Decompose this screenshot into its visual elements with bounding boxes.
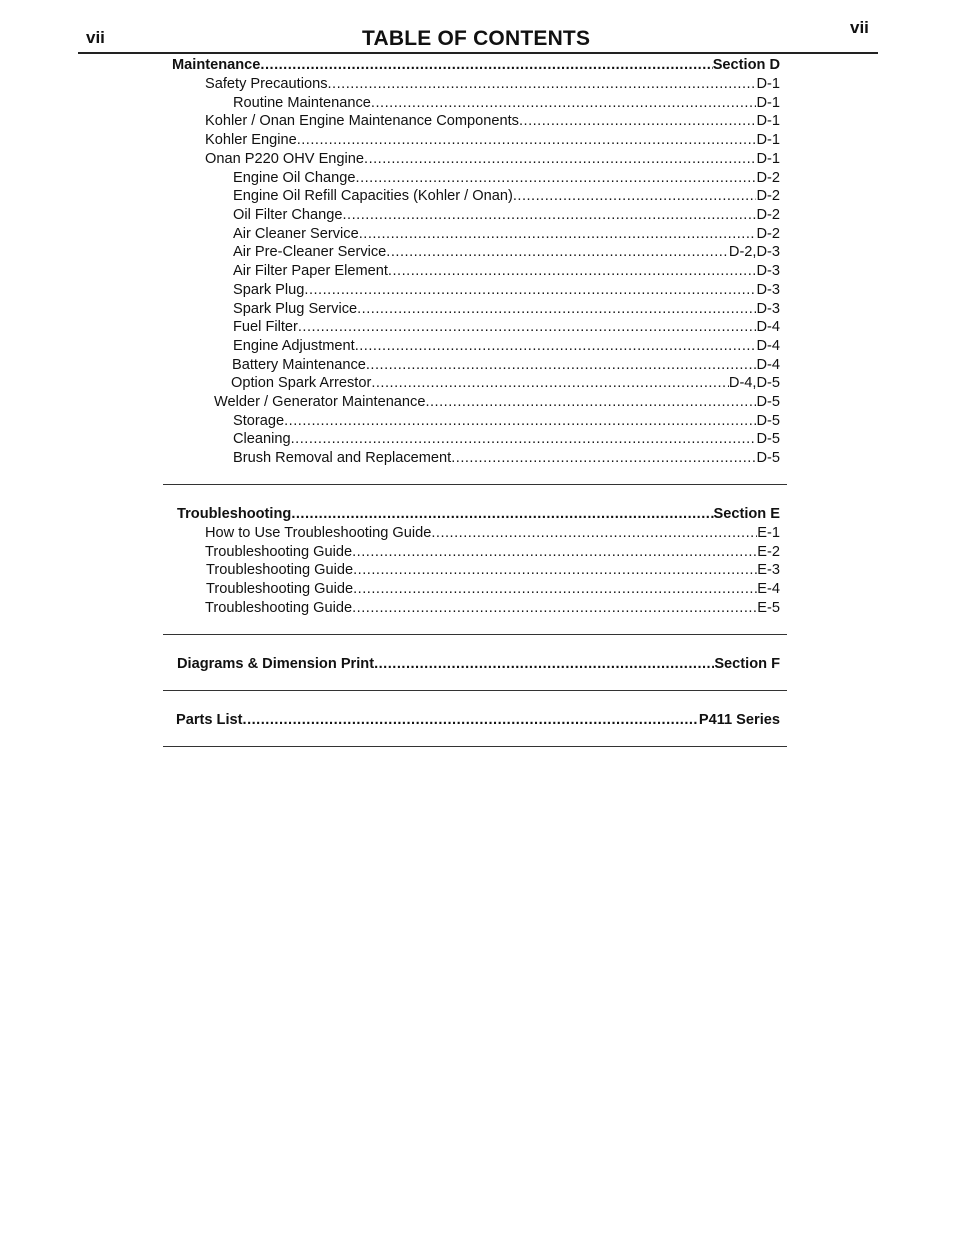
section-divider: [163, 746, 787, 747]
dot-leader: [366, 356, 757, 374]
dot-leader: [431, 524, 757, 542]
toc-entry-label: Option Spark Arrestor: [231, 375, 372, 391]
toc-section-heading[interactable]: [177, 505, 780, 523]
dot-leader: [304, 281, 756, 299]
dot-leader: [386, 243, 729, 261]
dot-leader: [353, 561, 757, 579]
section-divider: [163, 634, 787, 635]
toc-entry-label: Troubleshooting Guide: [206, 562, 354, 578]
dot-leader: [356, 169, 757, 187]
toc-entry-page: E-1: [757, 525, 780, 541]
toc-entry-page: P411 Series: [698, 712, 780, 728]
toc-entry[interactable]: [214, 393, 780, 411]
dot-leader: [359, 225, 757, 243]
toc-entry[interactable]: [205, 524, 780, 542]
toc-entry[interactable]: [231, 374, 780, 392]
dot-leader: [388, 262, 757, 280]
toc-entry-label: Welder / Generator Maintenance: [214, 394, 426, 410]
toc-entry-label: Oil Filter Change: [233, 207, 343, 223]
toc-entry[interactable]: [233, 300, 780, 318]
toc-entry[interactable]: [233, 449, 780, 467]
toc-entry-page: D-1: [756, 151, 780, 167]
toc-entry[interactable]: [205, 150, 780, 168]
toc-entry-page: E-3: [757, 562, 780, 578]
toc-entry-page: D-2: [756, 207, 780, 223]
dot-leader: [328, 75, 757, 93]
toc-entry[interactable]: [233, 187, 780, 205]
toc-entry[interactable]: [233, 430, 780, 448]
toc-entry-page: D-5: [756, 394, 780, 410]
toc-entry[interactable]: [233, 169, 780, 187]
dot-leader: [297, 131, 757, 149]
dot-leader: [364, 150, 756, 168]
toc-entry-page: E-2: [757, 544, 780, 560]
toc-entry[interactable]: [233, 281, 780, 299]
toc-entry-label: Routine Maintenance: [233, 95, 371, 111]
toc-entry-label: Engine Oil Change: [233, 170, 356, 186]
dot-leader: [451, 449, 756, 467]
toc-section-heading[interactable]: [176, 711, 780, 729]
toc-entry-label: Kohler / Onan Engine Maintenance Components: [205, 113, 519, 129]
toc-entry[interactable]: [233, 412, 780, 430]
toc-entry-page: D-4: [756, 357, 780, 373]
toc-entry-page: D-2: [756, 226, 780, 242]
toc-entry-page: D-5: [756, 431, 780, 447]
toc-entry-label: Kohler Engine: [205, 132, 297, 148]
toc-entry-page: D-3: [756, 263, 780, 279]
toc-entry[interactable]: [233, 318, 780, 336]
toc-entry-page: D-2: [756, 188, 780, 204]
section-divider: [163, 690, 787, 691]
toc-entry[interactable]: [206, 561, 780, 579]
toc-entry-label: Diagrams & Dimension Print: [177, 656, 375, 672]
toc-entry[interactable]: [233, 206, 780, 224]
dot-leader: [353, 580, 757, 598]
dot-leader: [343, 206, 757, 224]
toc-entry-label: Spark Plug: [233, 282, 305, 298]
toc-entry-label: Engine Adjustment: [233, 338, 355, 354]
dot-leader: [352, 599, 757, 617]
toc-entry-label: Storage: [233, 413, 285, 429]
toc-entry-label: Air Cleaner Service: [233, 226, 359, 242]
toc-entry-page: D-2: [756, 170, 780, 186]
page-number-right: vii: [850, 18, 869, 37]
toc-entry-page: Section F: [714, 656, 780, 672]
toc-entry-label: Troubleshooting Guide: [206, 581, 354, 597]
toc-entry-label: Fuel Filter: [233, 319, 298, 335]
toc-entry-label: Engine Oil Refill Capacities (Kohler / Onan): [233, 188, 513, 204]
dot-leader: [291, 505, 713, 523]
dot-leader: [371, 374, 729, 392]
dot-leader: [298, 318, 757, 336]
toc-entry-label: Troubleshooting Guide: [205, 544, 353, 560]
dot-leader: [291, 430, 757, 448]
page-number-left: vii: [86, 28, 105, 47]
toc-entry-label: Cleaning: [233, 431, 291, 447]
toc-entry-label: Safety Precautions: [205, 76, 328, 92]
toc-entry-label: Brush Removal and Replacement: [233, 450, 452, 466]
toc-entry[interactable]: [206, 580, 780, 598]
dot-leader: [352, 543, 757, 561]
toc-entry-label: Troubleshooting Guide: [205, 600, 353, 616]
toc-entry-label: Air Pre-Cleaner Service: [233, 244, 387, 260]
toc-entry[interactable]: [205, 131, 780, 149]
toc-entry-page: D-4: [756, 319, 780, 335]
toc-entry-page: D-5: [756, 413, 780, 429]
dot-leader: [243, 711, 699, 729]
toc-entry-page: E-4: [757, 581, 780, 597]
toc-entry-page: D-1: [756, 113, 780, 129]
dot-leader: [425, 393, 756, 411]
toc-entry-label: Troubleshooting: [177, 506, 292, 522]
toc-entry-label: Parts List: [176, 712, 243, 728]
toc-entry[interactable]: [233, 243, 780, 261]
toc-section-heading[interactable]: [172, 56, 780, 74]
toc-entry-page: D-1: [756, 132, 780, 148]
toc-entry[interactable]: [205, 112, 780, 130]
toc-entry-label: Onan P220 OHV Engine: [205, 151, 365, 167]
toc-entry-page: D-3: [756, 301, 780, 317]
toc-entry-label: Air Filter Paper Element: [233, 263, 388, 279]
toc-entry-label: Battery Maintenance: [232, 357, 366, 373]
dot-leader: [357, 300, 756, 318]
dot-leader: [371, 94, 757, 112]
toc-entry[interactable]: [205, 543, 780, 561]
toc-entry[interactable]: [232, 356, 780, 374]
toc-entry-page: D-5: [756, 450, 780, 466]
toc-entry[interactable]: [233, 94, 780, 112]
toc-entry-page: D-4,D-5: [728, 375, 780, 391]
dot-leader: [513, 187, 757, 205]
toc-entry-page: D-1: [756, 76, 780, 92]
toc-entry-page: Section E: [713, 506, 780, 522]
toc-entry-label: How to Use Troubleshooting Guide: [205, 525, 432, 541]
toc-entry-page: D-1: [756, 95, 780, 111]
toc-entry-page: D-4: [756, 338, 780, 354]
toc-entry[interactable]: [205, 75, 780, 93]
toc-section-heading[interactable]: [177, 655, 780, 673]
toc-entry-page: D-3: [756, 282, 780, 298]
toc-entry[interactable]: [233, 225, 780, 243]
toc-entry[interactable]: [233, 337, 780, 355]
toc-entry-page: Section D: [712, 57, 780, 73]
header-rule: [78, 52, 878, 54]
toc-entry-page: D-2,D-3: [728, 244, 780, 260]
dot-leader: [355, 337, 757, 355]
section-divider: [163, 484, 787, 485]
dot-leader: [260, 56, 712, 74]
toc-entry-label: Maintenance: [172, 57, 261, 73]
toc-entry-page: E-5: [757, 600, 780, 616]
dot-leader: [519, 112, 757, 130]
toc-entry[interactable]: [233, 262, 780, 280]
page-title: TABLE OF CONTENTS: [362, 27, 591, 50]
dot-leader: [374, 655, 714, 673]
dot-leader: [284, 412, 756, 430]
toc-entry[interactable]: [205, 599, 780, 617]
toc-entry-label: Spark Plug Service: [233, 301, 358, 317]
